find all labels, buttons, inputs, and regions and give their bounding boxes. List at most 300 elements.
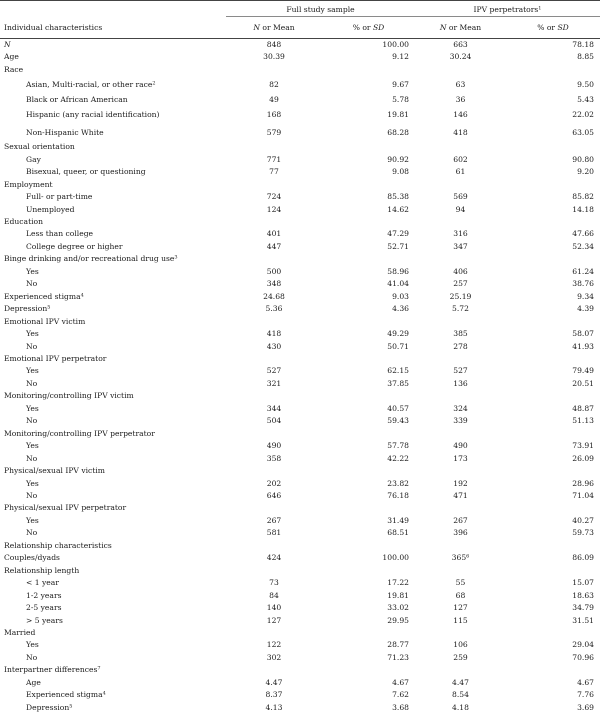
table-body — [0, 39, 600, 715]
cell-ipv-n-or-mean: 490 — [453, 441, 468, 451]
cell-ipv-pct-or-sd: 51.13 — [572, 416, 594, 426]
table-row — [0, 565, 600, 577]
table-row — [0, 328, 600, 340]
table-row — [0, 602, 600, 614]
cell-n-or-mean — [226, 428, 322, 440]
table-row — [0, 577, 600, 589]
cell-pct-or-sd: 76.18 — [387, 491, 409, 500]
cell-ipv-pct-or-sd: 26.09 — [572, 453, 594, 463]
cell-n-or-mean: 30.39 — [263, 52, 285, 62]
footnote-marker: 5 — [69, 703, 73, 710]
cell-ipv-n-or-mean: 173 — [453, 453, 468, 463]
row-label: Depression$^5$ — [26, 702, 73, 712]
cell-ipv-n-or-mean: 115 — [453, 615, 468, 625]
table-row — [0, 216, 600, 228]
row-label: No — [26, 652, 38, 662]
cell-ipv-n-or-mean: 127 — [453, 603, 468, 613]
cell-ipv-pct-or-sd: 9.50 — [577, 80, 594, 90]
cell-ipv-n-or-mean — [415, 390, 506, 402]
table-row — [0, 415, 600, 427]
cell-n-or-mean — [226, 565, 322, 577]
table-row — [0, 627, 600, 639]
cell-ipv-pct-or-sd: 58.07 — [572, 329, 594, 339]
cell-n-or-mean: 4.13 — [265, 702, 283, 712]
table-row — [0, 677, 600, 689]
col-pct-or-sd: % or SD — [322, 17, 415, 39]
table-row — [0, 179, 600, 191]
cell-n-or-mean — [226, 390, 322, 402]
table-row — [0, 502, 600, 514]
row-label: Yes — [26, 515, 39, 525]
cell-n-or-mean: 5.36 — [265, 304, 283, 314]
cell-n-or-mean: 504 — [266, 416, 282, 426]
cell-pct-or-sd: 68.51 — [387, 528, 409, 538]
cell-ipv-n-or-mean: 385 — [453, 329, 468, 339]
cell-ipv-n-or-mean: 324 — [453, 403, 468, 413]
cell-ipv-n-or-mean — [415, 316, 506, 328]
cell-ipv-n-or-mean: 278 — [453, 341, 468, 351]
cell-n-or-mean: 848 — [266, 40, 282, 49]
table-row — [0, 365, 600, 377]
row-label: Employment — [4, 179, 53, 189]
cell-ipv-n-or-mean: 146 — [453, 110, 468, 120]
table-row — [0, 253, 600, 265]
cell-ipv-n-or-mean: 259 — [453, 652, 468, 662]
cell-ipv-n-or-mean — [415, 64, 506, 76]
cell-ipv-n-or-mean — [415, 565, 506, 577]
cell-pct-or-sd — [322, 390, 415, 402]
cell-ipv-pct-or-sd — [506, 540, 600, 552]
cell-ipv-pct-or-sd — [506, 502, 600, 514]
cell-ipv-n-or-mean: 316 — [453, 229, 468, 239]
cell-n-or-mean: 124 — [266, 204, 282, 214]
row-label: Full- or part-time — [26, 192, 93, 202]
cell-n-or-mean — [226, 141, 322, 153]
cell-ipv-n-or-mean: 267 — [453, 515, 468, 525]
row-label: Physical/sexual IPV victim — [4, 466, 105, 476]
row-label: Sexual orientation — [4, 142, 75, 152]
table-row — [0, 465, 600, 477]
cell-n-or-mean: 646 — [266, 491, 282, 500]
table-row — [0, 353, 600, 365]
footnote-marker: 3 — [174, 254, 178, 261]
cell-ipv-pct-or-sd: 14.18 — [572, 204, 594, 214]
cell-ipv-pct-or-sd: 22.02 — [572, 110, 594, 120]
cell-n-or-mean — [226, 216, 322, 228]
cell-ipv-pct-or-sd — [506, 253, 600, 265]
table-row — [0, 316, 600, 328]
cell-pct-or-sd — [322, 253, 415, 265]
row-label: Yes — [26, 478, 39, 488]
cell-n-or-mean: 82 — [269, 80, 279, 90]
row-label: Yes — [26, 266, 39, 276]
cell-n-or-mean: 424 — [266, 553, 282, 563]
cell-n-or-mean: 168 — [266, 110, 282, 120]
cell-n-or-mean: 321 — [266, 378, 282, 388]
cell-n-or-mean — [226, 502, 322, 514]
cell-ipv-n-or-mean: 136 — [453, 378, 468, 388]
cell-ipv-n-or-mean: 106 — [453, 640, 468, 650]
footnote-marker: 7 — [97, 665, 101, 672]
cell-pct-or-sd: 9.08 — [392, 167, 409, 177]
cell-ipv-pct-or-sd: 7.76 — [577, 690, 594, 700]
cell-pct-or-sd — [322, 627, 415, 639]
cell-pct-or-sd: 50.71 — [387, 341, 409, 351]
cell-ipv-pct-or-sd: 28.96 — [572, 478, 594, 488]
cell-pct-or-sd: 59.43 — [387, 416, 409, 426]
cell-pct-or-sd: 19.81 — [387, 590, 409, 600]
cell-pct-or-sd: 49.29 — [387, 329, 409, 339]
cell-ipv-pct-or-sd: 52.34 — [572, 241, 594, 251]
table-row — [0, 76, 600, 94]
table-row — [0, 478, 600, 490]
col-pct-or-sd-ipv: % or SD — [506, 17, 600, 39]
row-label: Bisexual, queer, or questioning — [26, 167, 146, 177]
row-label: Non-Hispanic White — [26, 127, 104, 137]
cell-ipv-n-or-mean: 663 — [453, 40, 468, 49]
cell-pct-or-sd — [322, 502, 415, 514]
col-n-or-mean: N or Mean — [226, 17, 322, 39]
cell-ipv-n-or-mean — [415, 502, 506, 514]
cell-ipv-pct-or-sd: 90.80 — [572, 154, 594, 164]
row-label: Yes — [26, 640, 39, 650]
cell-pct-or-sd: 5.78 — [392, 94, 409, 104]
row-label: Physical/sexual IPV perpetrator — [4, 503, 127, 513]
cell-n-or-mean: 49 — [269, 94, 279, 104]
cell-n-or-mean: 8.37 — [265, 690, 283, 700]
cell-pct-or-sd: 29.95 — [387, 615, 409, 625]
cell-n-or-mean: 267 — [266, 515, 282, 525]
cell-ipv-pct-or-sd: 78.18 — [572, 40, 594, 49]
cell-n-or-mean: 348 — [266, 279, 282, 289]
cell-n-or-mean — [226, 664, 322, 676]
cell-pct-or-sd: 58.96 — [387, 266, 409, 276]
cell-ipv-n-or-mean — [415, 465, 506, 477]
cell-ipv-pct-or-sd — [506, 179, 600, 191]
cell-ipv-n-or-mean: 68 — [455, 590, 466, 600]
cell-ipv-pct-or-sd: 9.34 — [577, 291, 594, 301]
table-row — [0, 241, 600, 253]
cell-ipv-n-or-mean: 527 — [453, 366, 468, 376]
row-label: 2-5 years — [26, 603, 62, 613]
cell-ipv-pct-or-sd: 34.79 — [572, 603, 594, 613]
table-top-rule — [0, 0, 600, 1]
cell-ipv-n-or-mean: 4.18 — [452, 702, 469, 712]
cell-ipv-pct-or-sd: 4.39 — [577, 304, 594, 314]
table-row — [0, 552, 600, 564]
row-label: < 1 year — [26, 578, 59, 588]
row-label: Monitoring/controlling IPV perpetrator — [4, 428, 155, 438]
cell-ipv-n-or-mean: 192 — [453, 478, 468, 488]
table-row — [0, 266, 600, 278]
cell-ipv-n-or-mean: 4.47 — [452, 677, 469, 687]
cell-ipv-pct-or-sd: 40.27 — [572, 515, 594, 525]
table-row — [0, 191, 600, 203]
cell-ipv-n-or-mean: 257 — [453, 279, 468, 289]
cell-ipv-pct-or-sd: 61.24 — [572, 266, 594, 276]
cell-ipv-pct-or-sd: 15.07 — [572, 578, 594, 588]
cell-ipv-pct-or-sd: 31.51 — [572, 615, 594, 625]
table-row — [0, 453, 600, 465]
cell-ipv-n-or-mean — [415, 141, 506, 153]
table-row — [0, 390, 600, 402]
row-label: College degree or higher — [26, 241, 123, 251]
cell-ipv-n-or-mean — [415, 540, 506, 552]
cell-n-or-mean: 4.47 — [265, 677, 283, 687]
cell-pct-or-sd: 9.67 — [392, 80, 409, 90]
cell-pct-or-sd: 7.62 — [392, 690, 409, 700]
cell-pct-or-sd: 42.22 — [387, 453, 409, 463]
cell-pct-or-sd: 47.29 — [387, 229, 409, 239]
cell-pct-or-sd — [322, 565, 415, 577]
cell-pct-or-sd — [322, 179, 415, 191]
cell-n-or-mean: 401 — [266, 229, 282, 239]
row-label: Depression$^5$ — [4, 304, 51, 314]
cell-n-or-mean: 500 — [266, 266, 282, 276]
cell-ipv-pct-or-sd — [506, 353, 600, 365]
cell-n-or-mean — [226, 627, 322, 639]
cell-ipv-n-or-mean — [415, 253, 506, 265]
row-label: Yes — [26, 366, 39, 376]
table-row — [0, 378, 600, 390]
table-row — [0, 490, 600, 502]
cell-ipv-pct-or-sd: 20.51 — [572, 378, 594, 388]
cell-ipv-pct-or-sd — [506, 627, 600, 639]
row-label: 1-2 years — [26, 590, 62, 600]
cell-pct-or-sd: 90.92 — [387, 154, 409, 164]
footnote-marker: 5 — [47, 304, 51, 311]
cell-ipv-pct-or-sd: 29.04 — [572, 640, 594, 650]
table-row — [0, 51, 600, 63]
cell-n-or-mean: 84 — [269, 590, 279, 600]
cell-ipv-n-or-mean — [415, 179, 506, 191]
cell-pct-or-sd: 52.71 — [387, 241, 409, 251]
cell-n-or-mean: 344 — [266, 403, 282, 413]
row-label: No — [26, 453, 38, 463]
footnote-marker: 1 — [538, 5, 542, 12]
cell-ipv-pct-or-sd: 85.82 — [572, 192, 594, 202]
cell-pct-or-sd: 31.49 — [387, 515, 409, 525]
cell-ipv-n-or-mean: 406 — [453, 266, 468, 276]
cell-ipv-n-or-mean: 347 — [453, 241, 468, 251]
cell-pct-or-sd — [322, 664, 415, 676]
row-label: Unemployed — [26, 204, 75, 214]
row-label: Black or African American — [26, 94, 128, 104]
footnote-marker: 2 — [152, 80, 156, 87]
col-individual-characteristics: Individual characteristics — [0, 17, 226, 39]
cell-ipv-n-or-mean: 55 — [455, 578, 466, 588]
cell-ipv-n-or-mean: 8.54 — [452, 690, 469, 700]
cell-ipv-pct-or-sd — [506, 465, 600, 477]
row-label: Binge drinking and/or recreational drug use$^3$ — [4, 254, 178, 264]
group-full-sample: Full study sample — [226, 0, 415, 17]
cell-ipv-n-or-mean: 63 — [455, 80, 466, 90]
cell-n-or-mean: 771 — [266, 154, 282, 164]
cell-ipv-pct-or-sd — [506, 316, 600, 328]
cell-pct-or-sd — [322, 540, 415, 552]
cell-pct-or-sd: 4.67 — [392, 677, 409, 687]
cell-pct-or-sd: 100.00 — [382, 40, 409, 49]
cell-pct-or-sd: 100.00 — [382, 553, 409, 563]
cell-pct-or-sd: 14.62 — [387, 204, 409, 214]
row-label: Less than college — [26, 229, 94, 239]
column-header-row — [0, 17, 600, 39]
cell-ipv-n-or-mean — [415, 216, 506, 228]
cell-n-or-mean: 358 — [266, 453, 282, 463]
table-row — [0, 291, 600, 303]
table-row — [0, 428, 600, 440]
table-row — [0, 166, 600, 178]
table-row — [0, 341, 600, 353]
cell-ipv-n-or-mean: 25.19 — [449, 291, 472, 301]
cell-pct-or-sd — [322, 465, 415, 477]
cell-ipv-n-or-mean: $365^6$ — [451, 553, 470, 563]
cell-pct-or-sd — [322, 216, 415, 228]
cell-ipv-n-or-mean: 339 — [453, 416, 468, 426]
cell-pct-or-sd: 62.15 — [387, 366, 409, 376]
cell-ipv-n-or-mean — [415, 627, 506, 639]
row-label: Emotional IPV victim — [4, 316, 86, 326]
footnote-marker: 4 — [102, 690, 106, 697]
cell-ipv-pct-or-sd: 73.91 — [572, 441, 594, 451]
cell-pct-or-sd: 28.77 — [387, 640, 409, 650]
cell-pct-or-sd: 40.57 — [387, 403, 409, 413]
row-label: Experienced stigma$^4$ — [4, 291, 84, 301]
cell-ipv-pct-or-sd — [506, 390, 600, 402]
cell-n-or-mean — [226, 179, 322, 191]
table-row — [0, 39, 600, 52]
row-label: Education — [4, 217, 44, 227]
row-label: > 5 years — [26, 615, 63, 625]
table-row — [0, 689, 600, 701]
cell-ipv-pct-or-sd — [506, 64, 600, 76]
table-row — [0, 94, 600, 106]
cell-ipv-pct-or-sd — [506, 664, 600, 676]
cell-n-or-mean: 490 — [266, 441, 282, 451]
cell-pct-or-sd: 85.38 — [387, 192, 409, 202]
cell-ipv-pct-or-sd: 48.87 — [572, 403, 594, 413]
cell-ipv-n-or-mean: 569 — [453, 192, 468, 202]
table-row — [0, 515, 600, 527]
cell-n-or-mean: 527 — [266, 366, 282, 376]
table-row — [0, 228, 600, 240]
table-row — [0, 615, 600, 627]
cell-pct-or-sd: 19.81 — [387, 110, 409, 120]
cell-n-or-mean — [226, 465, 322, 477]
cell-ipv-pct-or-sd: 18.63 — [572, 590, 594, 600]
cell-ipv-n-or-mean: 36 — [455, 94, 466, 104]
row-label: Couples/dyads — [4, 553, 60, 563]
cell-pct-or-sd: 9.12 — [392, 52, 409, 62]
cell-ipv-pct-or-sd: 70.96 — [572, 652, 594, 662]
cell-ipv-n-or-mean: 61 — [455, 167, 466, 177]
cell-pct-or-sd: 23.82 — [387, 478, 409, 488]
cell-ipv-pct-or-sd: 5.43 — [577, 94, 594, 104]
table-row — [0, 440, 600, 452]
row-label: No — [26, 491, 38, 500]
table-row — [0, 540, 600, 552]
cell-pct-or-sd: 17.22 — [387, 578, 409, 588]
cell-ipv-pct-or-sd — [506, 428, 600, 440]
row-label: No — [26, 378, 38, 388]
footnote-marker: 4 — [80, 292, 84, 299]
cell-pct-or-sd — [322, 141, 415, 153]
cell-ipv-pct-or-sd: 63.05 — [572, 127, 594, 137]
cell-pct-or-sd: 3.68 — [392, 702, 409, 712]
cell-n-or-mean: 140 — [266, 603, 282, 613]
table-row — [0, 702, 600, 714]
row-label: Relationship length — [4, 565, 80, 575]
table-row — [0, 141, 600, 153]
cell-n-or-mean: 581 — [266, 528, 282, 538]
footnote-marker: 6 — [466, 553, 470, 560]
cell-ipv-n-or-mean: 418 — [453, 127, 468, 137]
row-label: Interpartner differences$^7$ — [4, 665, 101, 675]
table-row — [0, 124, 600, 142]
table-row — [0, 278, 600, 290]
row-label: No — [26, 279, 38, 289]
cell-n-or-mean: 447 — [266, 241, 282, 251]
cell-ipv-pct-or-sd: 41.93 — [572, 341, 594, 351]
cell-pct-or-sd: 33.02 — [387, 603, 409, 613]
row-label: Yes — [26, 403, 39, 413]
row-label: Hispanic (any racial identification) — [26, 110, 160, 120]
cell-ipv-pct-or-sd: 9.20 — [577, 167, 594, 177]
cell-ipv-pct-or-sd — [506, 141, 600, 153]
cell-n-or-mean: 24.68 — [263, 291, 285, 301]
cell-n-or-mean: 202 — [266, 478, 282, 488]
cell-pct-or-sd — [322, 316, 415, 328]
table-row — [0, 527, 600, 539]
cell-n-or-mean: 122 — [266, 640, 282, 650]
cell-pct-or-sd — [322, 64, 415, 76]
cell-n-or-mean: 418 — [266, 329, 282, 339]
cell-n-or-mean: 302 — [266, 652, 282, 662]
cell-pct-or-sd — [322, 353, 415, 365]
group-ipv-perpetrators: IPV perpetrators$^1$ — [415, 0, 600, 17]
row-label: Race — [4, 64, 24, 74]
cell-ipv-pct-or-sd — [506, 565, 600, 577]
cell-n-or-mean: 73 — [269, 578, 279, 588]
cell-ipv-n-or-mean — [415, 664, 506, 676]
cell-pct-or-sd: 4.36 — [392, 304, 409, 314]
row-label: N — [4, 40, 11, 49]
table-row — [0, 106, 600, 124]
cell-ipv-n-or-mean: 30.24 — [449, 52, 472, 62]
cell-ipv-n-or-mean: 94 — [455, 204, 466, 214]
cell-n-or-mean — [226, 540, 322, 552]
cell-ipv-n-or-mean: 396 — [453, 528, 468, 538]
cell-n-or-mean — [226, 64, 322, 76]
cell-ipv-pct-or-sd: 79.49 — [572, 366, 594, 376]
row-label: Married — [4, 627, 36, 637]
table-row — [0, 154, 600, 166]
cell-n-or-mean — [226, 316, 322, 328]
row-label: Relationship characteristics — [4, 540, 112, 550]
table-row — [0, 664, 600, 676]
cell-pct-or-sd: 41.04 — [387, 279, 409, 289]
cell-ipv-pct-or-sd: 38.76 — [572, 279, 594, 289]
table-row — [0, 204, 600, 216]
cell-pct-or-sd: 37.85 — [387, 378, 409, 388]
row-label: Asian, Multi-racial, or other race$^2$ — [26, 80, 156, 90]
row-label: Monitoring/controlling IPV victim — [4, 391, 134, 401]
cell-pct-or-sd: 57.78 — [387, 441, 409, 451]
cell-ipv-n-or-mean: 471 — [453, 491, 468, 500]
row-label: Gay — [26, 154, 41, 164]
cell-ipv-n-or-mean: 602 — [453, 154, 468, 164]
row-label: No — [26, 416, 38, 426]
